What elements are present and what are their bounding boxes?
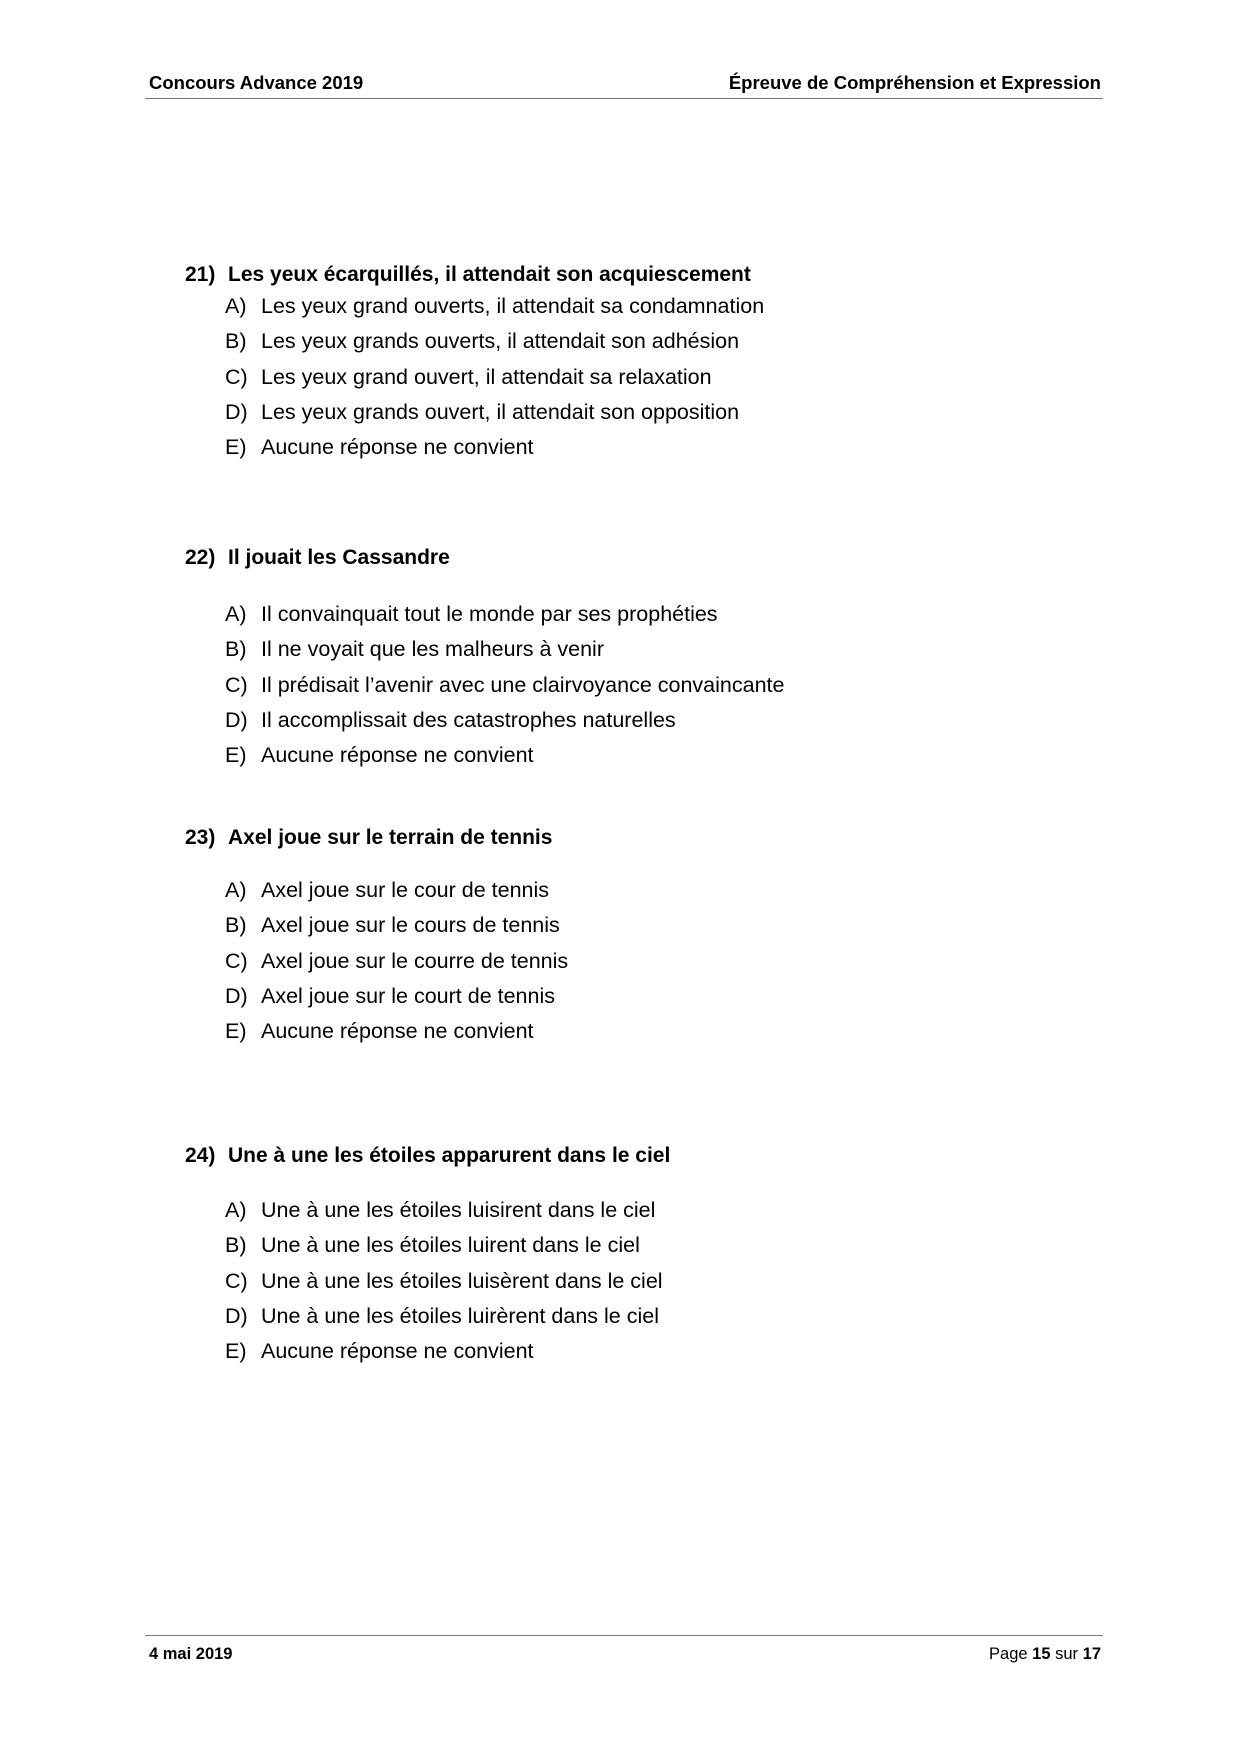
answer-text: Les yeux grands ouverts, il attendait son adhésion [261, 329, 740, 354]
answer-option-b [185, 324, 751, 359]
page-footer [145, 1635, 1103, 1666]
question-title [185, 544, 450, 572]
answer-letter: E) [225, 1339, 247, 1364]
answer-letter: D) [225, 399, 248, 424]
answer-option-e [185, 1014, 552, 1049]
answer-text: Une à une les étoiles luisirent dans le ciel [261, 1198, 656, 1222]
answer-letter: A) [225, 294, 247, 318]
footer-date: 4 mai 2019 [149, 1645, 233, 1663]
answer-list [185, 1193, 670, 1369]
answer-letter: C) [225, 672, 248, 697]
answer-option-a [185, 597, 718, 632]
page-header [145, 72, 1103, 99]
answer-text: Axel joue sur le court de tennis [261, 983, 555, 1008]
answer-letter: B) [225, 913, 247, 938]
question-number: 22) [185, 546, 216, 569]
answer-option-c [185, 1264, 670, 1299]
answer-text: Aucune réponse ne convient [261, 1019, 534, 1044]
answer-letter: D) [225, 983, 248, 1008]
question-title [185, 1142, 670, 1170]
page-number [989, 1645, 1101, 1664]
answer-text: Une à une les étoiles luirent dans le ciel [261, 1233, 640, 1258]
answer-letter: B) [225, 637, 247, 662]
question-text: Il jouait les Cassandre [228, 546, 450, 569]
answer-letter: E) [225, 435, 247, 460]
question-title [185, 824, 552, 852]
answer-option-b [185, 632, 604, 667]
question-text: Une à une les étoiles apparurent dans le ciel [228, 1144, 671, 1167]
answer-option-b [185, 1228, 670, 1263]
answer-text: Aucune réponse ne convient [261, 435, 534, 460]
question-21 [185, 261, 765, 465]
header-exam-name: Concours Advance 2019 [149, 72, 364, 93]
question-text: Axel joue sur le terrain de tennis [228, 826, 553, 849]
answer-text: Axel joue sur le cour de tennis [261, 878, 550, 902]
question-23 [185, 824, 569, 1049]
answer-letter: B) [225, 1233, 247, 1258]
answer-letter: C) [225, 948, 248, 973]
answer-list [185, 289, 765, 465]
answer-option-d [185, 1299, 670, 1334]
answer-letter: A) [225, 1198, 247, 1222]
answer-text: Les yeux grands ouvert, il attendait son opposition [261, 399, 740, 424]
answer-option-a [185, 873, 552, 908]
answer-option-c [185, 944, 569, 979]
answer-text: Les yeux grand ouverts, il attendait sa condamnation [261, 294, 765, 318]
answer-option-d [185, 703, 676, 738]
answer-text: Une à une les étoiles luirèrent dans le ciel [261, 1303, 659, 1328]
answer-option-c [185, 668, 785, 703]
answer-letter: A) [225, 602, 247, 626]
answer-option-d [185, 979, 555, 1014]
question-number: 21) [185, 263, 216, 286]
answer-text: Aucune réponse ne convient [261, 743, 534, 768]
page-total: 17 [1082, 1645, 1101, 1663]
answer-text: Axel joue sur le courre de tennis [261, 948, 569, 973]
question-number: 23) [185, 826, 216, 849]
answer-text: Il prédisait l’avenir avec une clairvoyance convaincante [261, 672, 785, 697]
question-number: 24) [185, 1144, 216, 1167]
answer-text: Il accomplissait des catastrophes naturelles [261, 707, 676, 732]
answer-list [185, 873, 569, 1049]
answer-letter: D) [225, 1303, 248, 1328]
answer-letter: B) [225, 329, 247, 354]
question-title [185, 261, 751, 289]
answer-text: Une à une les étoiles luisèrent dans le ciel [261, 1268, 663, 1293]
answer-letter: E) [225, 1019, 247, 1044]
answer-letter: D) [225, 707, 248, 732]
answer-letter: C) [225, 1268, 248, 1293]
answer-text: Aucune réponse ne convient [261, 1339, 534, 1364]
answer-option-d [185, 395, 751, 430]
answer-text: Il ne voyait que les malheurs à venir [261, 637, 604, 662]
answer-option-c [185, 360, 751, 395]
answer-text: Il convainquait tout le monde par ses prophéties [261, 602, 718, 626]
page-current: 15 [1032, 1645, 1051, 1663]
answer-option-e [185, 430, 751, 465]
answer-option-b [185, 908, 560, 943]
page-prefix: Page [989, 1645, 1028, 1663]
question-text: Les yeux écarquillés, il attendait son acquiescement [228, 263, 751, 286]
answer-option-e [185, 1334, 670, 1369]
answer-letter: A) [225, 878, 247, 902]
page-separator: sur [1055, 1645, 1079, 1663]
answer-letter: C) [225, 364, 248, 389]
question-22 [185, 544, 785, 773]
answer-option-e [185, 738, 534, 773]
answer-text: Axel joue sur le cours de tennis [261, 913, 560, 938]
answer-letter: E) [225, 743, 247, 768]
question-24 [185, 1142, 670, 1369]
answer-list [185, 597, 785, 773]
header-exam-section: Épreuve de Compréhension et Expression [728, 72, 1101, 93]
answer-option-a [185, 289, 765, 324]
answer-option-a [185, 1193, 670, 1228]
answer-text: Les yeux grand ouvert, il attendait sa relaxation [261, 364, 712, 389]
